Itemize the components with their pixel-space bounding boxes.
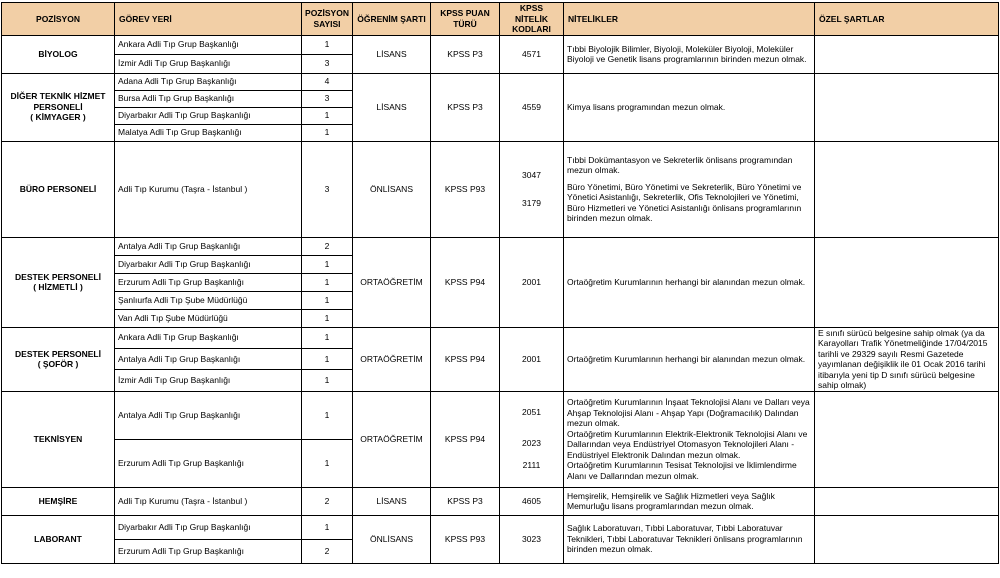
- kpss-code-cell: 4605: [500, 487, 564, 515]
- qualification-text: Tıbbi Dokümantasyon ve Sekreterlik önlisans programından mezun olmak.: [567, 154, 793, 175]
- qualification-cell: Ortaöğretim Kurumlarının herhangi bir alanından mezun olmak.: [564, 327, 815, 391]
- education-cell: LİSANS: [353, 73, 431, 141]
- qualification-cell: [564, 141, 815, 237]
- education-cell: ORTAÖĞRETİM: [353, 391, 431, 487]
- position-name: BÜRO PERSONELİ: [2, 141, 115, 237]
- header-nitelikler: NİTELİKLER: [564, 3, 815, 36]
- table-row: [2, 515, 999, 539]
- count-cell: 3: [302, 141, 353, 237]
- count-cell: 1: [302, 391, 353, 439]
- location-cell: Antalya Adli Tıp Grup Başkanlığı: [115, 391, 302, 439]
- position-name-line: DESTEK PERSONELİ: [15, 271, 101, 282]
- header-ozel-sartlar: ÖZEL ŞARTLAR: [815, 3, 999, 36]
- special-cell: [815, 515, 999, 563]
- education-cell: ORTAÖĞRETİM: [353, 237, 431, 327]
- position-name: TEKNİSYEN: [2, 391, 115, 487]
- kpss-code-cell: [500, 391, 564, 487]
- kpss-type-cell: KPSS P3: [431, 73, 500, 141]
- position-name-line: ( HİZMETLİ ): [33, 282, 83, 292]
- education-cell: ORTAÖĞRETİM: [353, 327, 431, 391]
- location-cell: Bursa Adli Tıp Grup Başkanlığı: [115, 90, 302, 107]
- special-cell: [815, 237, 999, 327]
- location-cell: Adana Adli Tıp Grup Başkanlığı: [115, 73, 302, 90]
- position-name-line: DİĞER TEKNİK HİZMET PERSONELİ: [10, 91, 106, 112]
- location-cell: Diyarbakır Adli Tıp Grup Başkanlığı: [115, 255, 302, 273]
- kpss-type-cell: KPSS P93: [431, 141, 500, 237]
- location-cell: Adli Tıp Kurumu (Taşra - İstanbul ): [115, 141, 302, 237]
- table-row: [2, 73, 999, 90]
- position-name-line: ( ŞOFÖR ): [37, 359, 79, 369]
- position-name: HEMŞİRE: [2, 487, 115, 515]
- table-row: [2, 141, 999, 237]
- qualification-cell: Ortaöğretim Kurumlarının herhangi bir alanından mezun olmak.: [564, 237, 815, 327]
- kpss-code: 3047: [522, 169, 541, 180]
- location-cell: Adli Tıp Kurumu (Taşra - İstanbul ): [115, 487, 302, 515]
- position-name: [2, 73, 115, 141]
- position-name: [2, 237, 115, 327]
- special-cell: [815, 73, 999, 141]
- table-row: [2, 391, 999, 439]
- kpss-code-cell: 2001: [500, 327, 564, 391]
- location-cell: Van Adli Tıp Şube Müdürlüğü: [115, 309, 302, 327]
- special-cell: [815, 35, 999, 73]
- count-cell: 1: [302, 124, 353, 141]
- kpss-type-cell: KPSS P94: [431, 327, 500, 391]
- kpss-code: 2051: [522, 407, 541, 418]
- location-cell: Erzurum Adli Tıp Grup Başkanlığı: [115, 539, 302, 563]
- qualification-cell: Hemşirelik, Hemşirelik ve Sağlık Hizmetleri veya Sağlık Memurluğu lisans programlarından mezun olmak.: [564, 487, 815, 515]
- location-cell: Diyarbakır Adli Tıp Grup Başkanlığı: [115, 107, 302, 124]
- kpss-code-cell: 3023: [500, 515, 564, 563]
- location-cell: Antalya Adli Tıp Grup Başkanlığı: [115, 237, 302, 255]
- special-cell: E sınıfı sürücü belgesine sahip olmak (ya da Karayolları Trafik Yönetmeliğinde 17/04/2015 tarihli ve 29329 sayılı Resmi Gazetede yayımlanan değişiklik ile 01 Ocak 2016 tarihi itibarıyla yeni tip D sınıfı sürücü belgesine sahip olmak): [815, 327, 999, 391]
- qualification-cell: Kimya lisans programından mezun olmak.: [564, 73, 815, 141]
- location-cell: Ankara Adli Tıp Grup Başkanlığı: [115, 327, 302, 348]
- count-cell: 1: [302, 273, 353, 291]
- count-cell: 3: [302, 54, 353, 73]
- position-name: LABORANT: [2, 515, 115, 563]
- count-cell: 1: [302, 291, 353, 309]
- qualification-cell: [564, 391, 815, 487]
- positions-table: [1, 2, 999, 564]
- count-cell: 1: [302, 370, 353, 391]
- kpss-code-cell: 4571: [500, 35, 564, 73]
- count-cell: 3: [302, 90, 353, 107]
- kpss-code-cell: 2001: [500, 237, 564, 327]
- kpss-code-cell: [500, 141, 564, 237]
- position-name-line: DESTEK PERSONELİ: [15, 348, 101, 359]
- location-cell: İzmir Adli Tıp Grup Başkanlığı: [115, 370, 302, 391]
- kpss-code: 3179: [522, 198, 541, 208]
- location-cell: Malatya Adli Tıp Grup Başkanlığı: [115, 124, 302, 141]
- kpss-type-cell: KPSS P93: [431, 515, 500, 563]
- location-cell: Erzurum Adli Tıp Grup Başkanlığı: [115, 439, 302, 487]
- count-cell: 1: [302, 309, 353, 327]
- position-name: [2, 327, 115, 391]
- location-cell: Şanlıurfa Adli Tıp Şube Müdürlüğü: [115, 291, 302, 309]
- kpss-type-cell: KPSS P3: [431, 35, 500, 73]
- special-cell: [815, 487, 999, 515]
- education-cell: LİSANS: [353, 487, 431, 515]
- count-cell: 1: [302, 35, 353, 54]
- kpss-code: 2111: [522, 460, 541, 471]
- count-cell: 2: [302, 487, 353, 515]
- count-cell: 1: [302, 255, 353, 273]
- kpss-code: 2023: [522, 437, 541, 448]
- header-pozisyon: POZİSYON: [2, 3, 115, 36]
- kpss-type-cell: KPSS P94: [431, 391, 500, 487]
- kpss-type-cell: KPSS P94: [431, 237, 500, 327]
- qualification-cell: Tıbbi Biyolojik Bilimler, Biyoloji, Moleküler Biyoloji, Moleküler Biyoloji ve Genetik lisans programlarının birinden mezun olmak.: [564, 35, 815, 73]
- qualification-text: Ortaöğretim Kurumlarının Tesisat Teknolojisi ve İklimlendirme Alanı ve Dallarından mezun olmak.: [567, 460, 797, 481]
- special-cell: [815, 141, 999, 237]
- header-ogrenim-sarti: ÖĞRENİM ŞARTI: [353, 3, 431, 36]
- qualification-text: Ortaöğretim Kurumlarının İnşaat Teknolojisi Alanı ve Dalları veya Ahşap Teknolojisi Alanı - Ahşap Yapı (Doğramacılık) Dalından mezun olmak.: [567, 397, 810, 428]
- header-row: [2, 3, 999, 36]
- position-name: BİYOLOG: [2, 35, 115, 73]
- count-cell: 1: [302, 439, 353, 487]
- location-cell: Erzurum Adli Tıp Grup Başkanlığı: [115, 273, 302, 291]
- count-cell: 4: [302, 73, 353, 90]
- education-cell: ÖNLİSANS: [353, 141, 431, 237]
- location-cell: İzmir Adli Tıp Grup Başkanlığı: [115, 54, 302, 73]
- header-kpss-puan-turu: KPSS PUAN TÜRÜ: [431, 3, 500, 36]
- count-cell: 1: [302, 515, 353, 539]
- count-cell: 1: [302, 107, 353, 124]
- kpss-code-cell: 4559: [500, 73, 564, 141]
- qualification-text: Büro Yönetimi, Büro Yönetimi ve Sekreterlik, Büro Yönetimi ve Yönetici Asistanlığı, Sekreterlik, Ofis Teknolojileri ve Yönetimi, Büro Hizmetleri ve Yönetici Asistanlığı önlisans programlarının birinden mezun olmak.: [567, 181, 802, 223]
- count-cell: 1: [302, 348, 353, 369]
- table-row: [2, 487, 999, 515]
- location-cell: Ankara Adli Tıp Grup Başkanlığı: [115, 35, 302, 54]
- special-cell: [815, 391, 999, 487]
- table-row: [2, 35, 999, 54]
- qualification-text: Ortaöğretim Kurumlarının Elektrik-Elektronik Teknolojisi Alanı ve Dallarından veya Endüstriyel Otomasyon Teknolojileri Alanı - Endüstriyel Elektronik Dalından mezun olmak.: [567, 428, 808, 460]
- education-cell: LİSANS: [353, 35, 431, 73]
- location-cell: Antalya Adli Tıp Grup Başkanlığı: [115, 348, 302, 369]
- table-row: [2, 327, 999, 348]
- position-name-line: ( KİMYAGER ): [30, 112, 86, 123]
- kpss-type-cell: KPSS P3: [431, 487, 500, 515]
- location-cell: Diyarbakır Adli Tıp Grup Başkanlığı: [115, 515, 302, 539]
- table-row: [2, 237, 999, 255]
- count-cell: 1: [302, 327, 353, 348]
- education-cell: ÖNLİSANS: [353, 515, 431, 563]
- header-kpss-nitelik-kodlari: KPSS NİTELİK KODLARI: [500, 3, 564, 36]
- qualification-cell: Sağlık Laboratuvarı, Tıbbi Laboratuvar, Tıbbi Laboratuvar Teknikleri, Tıbbi Laboratuvar Teknikleri önlisans programlarının birinden mezun olmak.: [564, 515, 815, 563]
- header-pozisyon-sayisi: POZİSYON SAYISI: [302, 3, 353, 36]
- count-cell: 2: [302, 237, 353, 255]
- count-cell: 2: [302, 539, 353, 563]
- header-gorev-yeri: GÖREV YERİ: [115, 3, 302, 36]
